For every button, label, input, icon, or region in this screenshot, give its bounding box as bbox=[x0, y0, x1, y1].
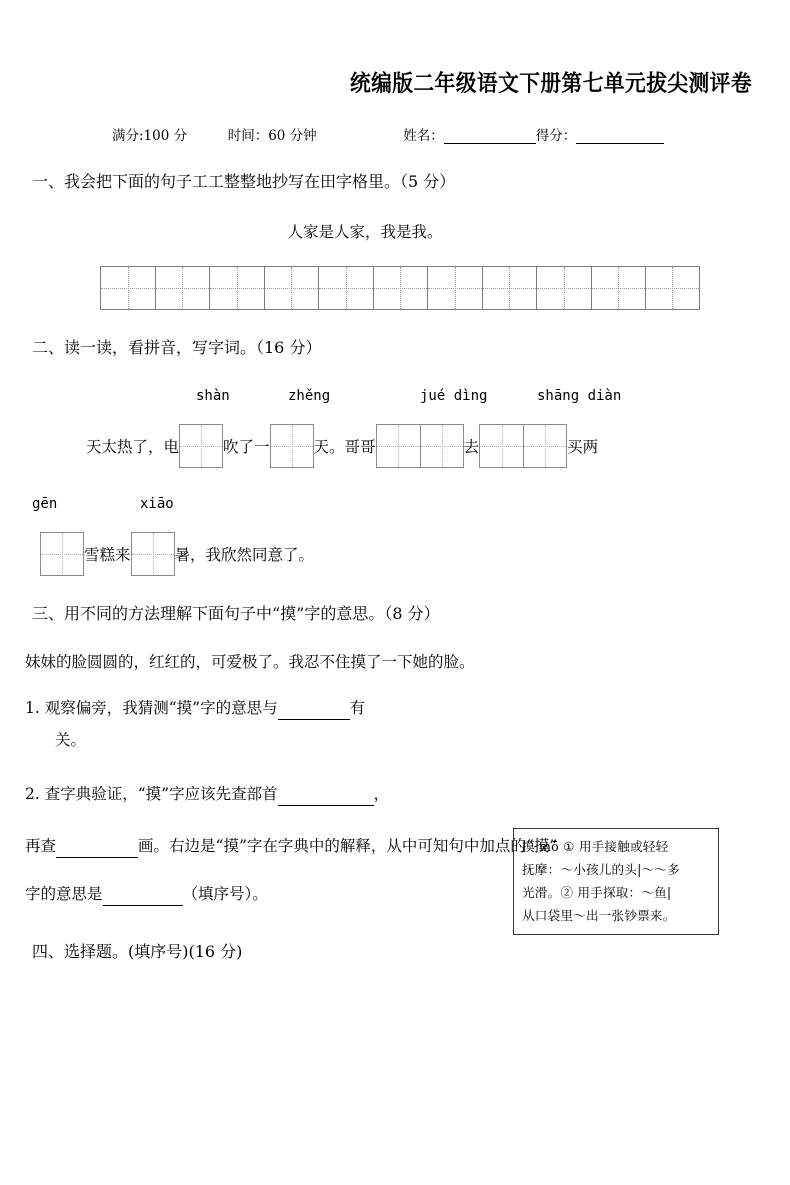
tianzige-cell[interactable] bbox=[536, 266, 591, 310]
name-blank-field[interactable] bbox=[444, 143, 536, 144]
tianzige-cell[interactable] bbox=[373, 266, 428, 310]
time-label: 时间：60 分钟 bbox=[227, 128, 317, 144]
section-four-heading: 四、选择题。(填序号)(16 分) bbox=[32, 942, 243, 962]
answer-box[interactable] bbox=[40, 532, 84, 576]
question-4-blank[interactable] bbox=[103, 905, 183, 906]
answer-box[interactable] bbox=[523, 424, 567, 468]
tianzige-cell[interactable] bbox=[591, 266, 646, 310]
fill-text-part-2: 吹了一 bbox=[223, 438, 270, 456]
answer-box-group-4[interactable] bbox=[479, 424, 567, 468]
section-two-heading: 二、读一读，看拼音，写字词。（16 分） bbox=[32, 338, 322, 357]
pinyin-row-2 bbox=[0, 496, 790, 516]
question-3-text-a: 再查 bbox=[25, 837, 57, 856]
answer-box[interactable] bbox=[479, 424, 523, 468]
fill-text-part-5: 买两 bbox=[567, 438, 599, 456]
fill-text-part-4: 去 bbox=[463, 438, 480, 456]
title-row bbox=[0, 66, 790, 98]
total-score-label: 满分:100 分 bbox=[112, 128, 188, 144]
question-4-text-b: （填序号）。 bbox=[182, 885, 268, 904]
copy-sentence: 人家是人家，我是我。 bbox=[287, 223, 443, 241]
question-2-line bbox=[25, 782, 790, 806]
dictionary-entry-box bbox=[513, 828, 719, 935]
answer-box-group-2[interactable] bbox=[270, 424, 314, 468]
fill-text-part-3: 天。哥哥 bbox=[313, 438, 376, 456]
dictionary-line-4: 从口袋里～出一张钞票来。 bbox=[522, 907, 676, 923]
tianzige-cell[interactable] bbox=[155, 266, 210, 310]
question-3-text-b: 画。右边是“摸”字在字典中的解释，从中可知句中加点的“摸” bbox=[138, 837, 558, 856]
fill2-text-part-1: 雪糕来 bbox=[84, 546, 131, 564]
answer-box-group-5[interactable] bbox=[40, 532, 84, 576]
tianzige-cell[interactable] bbox=[427, 266, 482, 310]
answer-box[interactable] bbox=[179, 424, 223, 468]
dictionary-line-2: 抚摩：～小孩儿的头|～～多 bbox=[522, 861, 680, 877]
tianzige-cell[interactable] bbox=[100, 266, 155, 310]
question-1-blank[interactable] bbox=[278, 719, 350, 720]
fill2-text-part-2: 暑，我欣然同意了。 bbox=[174, 546, 315, 564]
tianzige-cell[interactable] bbox=[264, 266, 319, 310]
score-label: 得分： bbox=[535, 128, 577, 144]
name-label: 姓名： bbox=[403, 128, 444, 144]
question-2-text-a: 2. 查字典验证，“摸”字应该先查部首 bbox=[25, 785, 278, 804]
answer-box[interactable] bbox=[376, 424, 420, 468]
answer-box-group-6[interactable] bbox=[131, 532, 175, 576]
exam-info-row bbox=[0, 124, 790, 144]
pinyin-label: zhěng bbox=[288, 388, 331, 404]
tianzige-cell[interactable] bbox=[645, 266, 700, 310]
section-three-passage: 妹妹的脸圆圆的，红红的，可爱极了。我忍不住摸了一下她的脸。 bbox=[25, 653, 475, 671]
question-4-text-a: 字的意思是 bbox=[25, 885, 103, 904]
dictionary-line-1: 摸 mō ① 用手接触或轻轻 bbox=[522, 839, 669, 854]
tianzige-grid[interactable] bbox=[100, 266, 790, 310]
fill-sentence-row-2 bbox=[40, 532, 790, 576]
exam-page bbox=[0, 66, 790, 1185]
section-one-heading: 一、我会把下面的句子工工整整地抄写在田字格里。（5 分） bbox=[32, 172, 456, 191]
fill-sentence-row-1 bbox=[86, 424, 790, 468]
question-2-text-b: ， bbox=[373, 785, 390, 804]
tianzige-cell[interactable] bbox=[318, 266, 373, 310]
tianzige-cell[interactable] bbox=[482, 266, 537, 310]
pinyin-label: gēn bbox=[32, 496, 58, 512]
answer-box-group-1[interactable] bbox=[179, 424, 223, 468]
answer-box[interactable] bbox=[270, 424, 314, 468]
dictionary-line-3: 光滑。② 用手探取：～鱼| bbox=[522, 884, 672, 900]
answer-box[interactable] bbox=[420, 424, 464, 468]
pinyin-label: xiāo bbox=[140, 496, 174, 512]
pinyin-label: jué dìng bbox=[420, 388, 488, 404]
section-three-heading: 三、用不同的方法理解下面句子中“摸”字的意思。（8 分） bbox=[32, 604, 440, 623]
question-3-blank[interactable] bbox=[56, 857, 138, 858]
fill-text-part-1: 天太热了，电 bbox=[86, 438, 180, 456]
answer-box[interactable] bbox=[131, 532, 175, 576]
pinyin-row-1 bbox=[0, 388, 790, 408]
question-1-line-1 bbox=[25, 696, 790, 720]
question-2-blank[interactable] bbox=[278, 805, 374, 806]
score-blank-field[interactable] bbox=[576, 143, 664, 144]
question-1-line-2: 关。 bbox=[55, 731, 87, 750]
pinyin-label: shāng diàn bbox=[537, 388, 622, 404]
question-1-text-b: 有 bbox=[349, 699, 366, 718]
answer-box-group-3[interactable] bbox=[376, 424, 464, 468]
page-title: 统编版二年级语文下册第七单元拔尖测评卷 bbox=[349, 71, 752, 97]
question-1-text-a: 1. 观察偏旁，我猜测“摸”字的意思与 bbox=[25, 699, 278, 718]
pinyin-label: shàn bbox=[196, 388, 230, 404]
tianzige-cell[interactable] bbox=[209, 266, 264, 310]
